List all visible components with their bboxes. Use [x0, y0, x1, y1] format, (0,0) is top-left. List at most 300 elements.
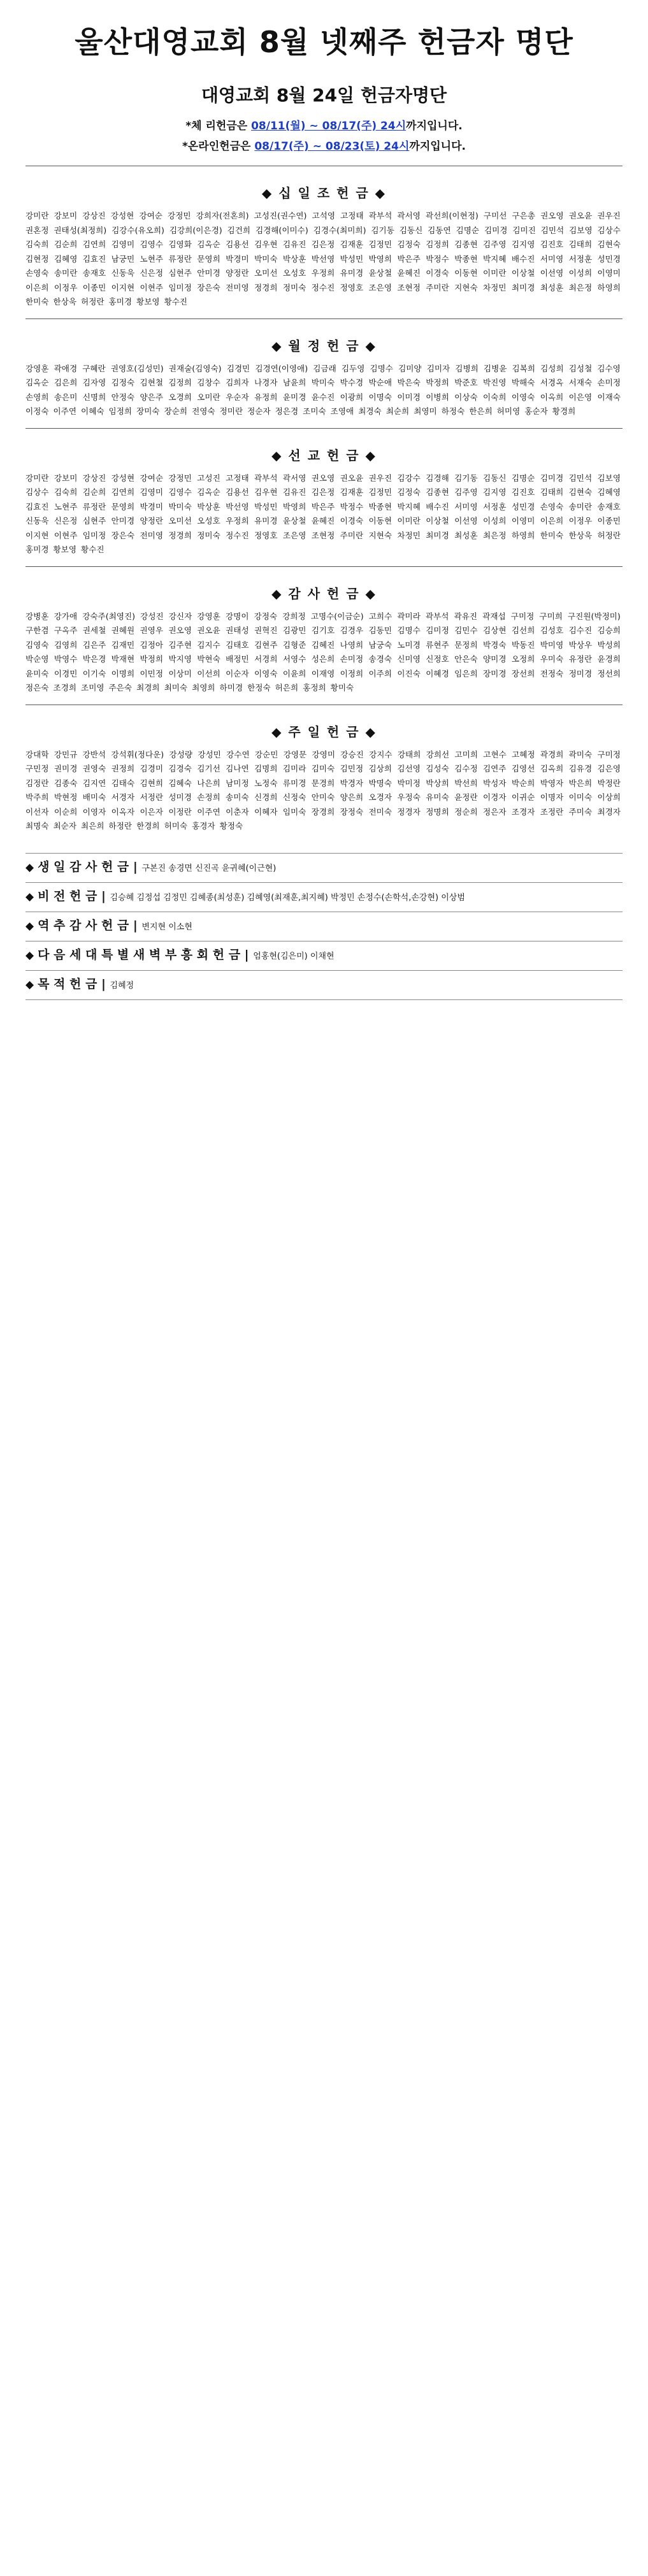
donor-name: 권우진: [368, 473, 392, 483]
donor-name: 김수진: [568, 626, 593, 635]
donor-name: 나영희: [340, 640, 364, 650]
donor-name: 우순자: [226, 392, 249, 402]
special-offering-row: ◆ 역 추 감 사 헌 금 | 변지현 이소현: [25, 912, 623, 941]
donor-name: 이선자: [25, 806, 49, 817]
donor-name: 권미경: [54, 764, 78, 773]
donor-name: 김진호: [511, 487, 535, 497]
donor-name: 강정숙: [254, 611, 278, 621]
donor-name: 김종현: [426, 487, 449, 497]
donor-name: 고희수: [368, 611, 392, 621]
donor-name: 이순희: [54, 806, 78, 817]
donor-name: 김옥순: [197, 240, 220, 249]
donor-name: 이민정: [140, 668, 163, 678]
donor-name: 심현주: [168, 268, 192, 278]
donor-name: 박주희: [25, 792, 49, 802]
donor-name: 이미숙: [568, 792, 593, 802]
donor-name: 주은숙: [108, 683, 133, 692]
donor-name: 하영희: [597, 282, 621, 292]
donor-name: 한상욱: [568, 530, 593, 540]
donor-name: 최순자: [53, 821, 77, 831]
donor-name: 이혜자: [254, 806, 278, 817]
donor-name: 김현정: [25, 254, 49, 264]
donor-name: 박경숙: [483, 640, 507, 650]
donor-name: 박상훈: [197, 501, 220, 512]
donor-name: 정미경: [568, 668, 593, 678]
donor-name: 김복희: [512, 363, 536, 373]
donor-name: 서정훈: [483, 501, 507, 512]
donor-name: 김명수: [397, 626, 421, 635]
donor-name: 김상현: [483, 626, 507, 635]
donor-name: 윤혜진: [311, 516, 335, 526]
donor-name: 권오윤: [568, 211, 593, 220]
donor-name: 김옥순: [25, 378, 49, 387]
donor-name: 지현숙: [368, 530, 392, 540]
donor-name: 김정희: [426, 240, 449, 249]
donor-name: 박은희: [568, 778, 593, 788]
donor-name: 김은희: [54, 378, 78, 387]
donor-name: 박정란: [597, 778, 621, 788]
donor-name: 허정란: [597, 530, 621, 540]
donor-name: 이정란: [168, 806, 192, 817]
donor-name: 정경희: [254, 282, 278, 292]
donor-name: 장정숙: [340, 806, 364, 817]
donor-name: 권재술(김영숙): [168, 363, 222, 373]
donor-name: 임미정: [82, 530, 106, 540]
donor-name: 조은영: [282, 530, 306, 540]
donor-name: 서영수: [282, 654, 306, 664]
donor-name: 심현주: [82, 516, 106, 526]
donor-name: 조경희: [53, 683, 77, 692]
donor-name: 강대학: [25, 749, 49, 759]
donor-name: 정경희: [168, 530, 192, 540]
donor-name: 김유진: [282, 487, 306, 497]
name-list: [25, 748, 623, 834]
donor-name: 이은희: [540, 516, 564, 526]
donor-name: 윤수진: [311, 392, 335, 402]
donor-name: 양미경: [483, 654, 507, 664]
donor-name: 윤상철: [282, 516, 306, 526]
donor-name: 강태희: [397, 749, 421, 759]
donor-name: 손정희: [197, 792, 220, 802]
offering-label: 생 일 감 사 헌 금: [38, 859, 129, 874]
donor-name: 송경숙: [368, 654, 392, 664]
donor-name: 오정희: [511, 654, 535, 664]
donor-name: 전정숙: [540, 668, 564, 678]
donor-name: 주미숙: [568, 806, 593, 817]
divider: [25, 318, 623, 319]
donor-name: 김성호: [540, 626, 564, 635]
donor-name: 김미숙: [311, 764, 335, 773]
donor-name: 권오영: [168, 626, 192, 635]
donor-name: 강여순: [140, 473, 163, 483]
donor-name: 송미란: [568, 501, 593, 512]
donor-name: 성민경: [511, 501, 535, 512]
donor-name: 이동현: [368, 516, 392, 526]
donor-name: 전미숙: [368, 806, 392, 817]
donor-name: 정수진: [226, 530, 249, 540]
section-title: ◆ 주 일 헌 금 ◆: [271, 724, 377, 740]
donor-name: 박선희: [454, 778, 478, 788]
donor-name: 조경자: [511, 806, 535, 817]
donor-name: 박순영: [25, 654, 49, 664]
offering-label: 목 적 헌 금: [38, 977, 97, 991]
donor-name: 서정훈: [568, 254, 593, 264]
donor-name: 김승희: [597, 626, 621, 635]
donor-name: 최미경: [511, 282, 535, 292]
donor-name: 고현수: [483, 749, 507, 759]
donor-name: 류미경: [282, 778, 306, 788]
donor-name: 강정민: [168, 211, 191, 220]
donor-name: 박현정: [54, 792, 78, 802]
donor-name: 이상철: [426, 516, 449, 526]
donor-name: 구옥주: [54, 626, 78, 635]
donor-name: 양은주: [140, 392, 163, 402]
donor-name: 김성숙: [426, 764, 449, 773]
donor-name: 오미선: [168, 516, 192, 526]
offering-label: 비 전 헌 금: [38, 889, 97, 903]
donor-name: 김영미: [140, 487, 163, 497]
donor-name: 문정희: [454, 640, 478, 650]
donor-name: 김동연: [428, 225, 451, 235]
donor-name: 김태희: [568, 240, 593, 249]
donor-name: 안은숙: [454, 654, 478, 664]
donor-name: 이영숙: [511, 392, 535, 402]
donor-name: 김순희: [82, 487, 106, 497]
donor-name: 양은희: [340, 792, 364, 802]
donor-name: 이은영: [568, 392, 593, 402]
donor-name: 이현주: [140, 282, 163, 292]
donor-name: 곽서영: [397, 211, 421, 220]
donor-name: 홍경자: [192, 821, 215, 831]
donor-name: 정미란: [219, 406, 243, 416]
donor-name: 김병윤: [483, 363, 507, 373]
donor-name: 강성현: [111, 473, 135, 483]
donor-name: 김효진: [82, 254, 106, 264]
donor-name: 김영수: [140, 240, 163, 249]
donor-name: 강민규: [54, 749, 78, 759]
donor-name: 박영수: [54, 654, 78, 664]
donor-name: 김지수: [197, 640, 220, 650]
donor-name: 이선영: [540, 268, 564, 278]
section-tithe: [25, 183, 623, 310]
donor-name: 한미숙: [540, 530, 564, 540]
donor-name: 김주영: [483, 240, 507, 249]
donor-name: 차정민: [483, 282, 507, 292]
donor-name: 이진숙: [397, 668, 421, 678]
donor-name: 이명희: [111, 668, 135, 678]
donor-name: 하정란: [108, 821, 133, 831]
donor-name: 이병희: [426, 392, 449, 402]
donor-name: 장선희: [511, 668, 535, 678]
donor-name: 박은경: [82, 654, 106, 664]
donor-name: 허정란: [81, 297, 104, 306]
donor-name: 오성호: [282, 268, 306, 278]
donor-name: 강희정: [282, 611, 306, 621]
donor-name: 강영미: [312, 749, 335, 759]
notice-line: [25, 136, 623, 157]
donor-name: 신명희: [82, 392, 106, 402]
donor-name: 강성진: [140, 611, 164, 621]
donor-name: 곽부석: [425, 611, 449, 621]
donor-name: 성민경: [597, 254, 621, 264]
donor-name: 이경민: [54, 668, 78, 678]
donor-name: 이재영: [311, 668, 335, 678]
donor-name: 조영애: [330, 406, 354, 416]
donor-name: 김민수: [454, 626, 478, 635]
donor-name: 황미숙: [330, 683, 354, 692]
donor-name: 고혜정: [512, 749, 535, 759]
donor-name: 강성량: [169, 749, 193, 759]
donor-name: 박경미: [140, 501, 163, 512]
donor-name: 윤혜진: [397, 268, 421, 278]
donor-name: 손미정: [340, 654, 364, 664]
donor-name: 유정희: [254, 392, 278, 402]
donor-name: 하영희: [511, 530, 535, 540]
donor-name: 김영화: [168, 240, 192, 249]
notice-block: [25, 116, 623, 157]
donor-name: 송재호: [82, 268, 106, 278]
donor-name: 김경연(이영애): [255, 363, 308, 373]
donor-name: 최영희: [192, 683, 215, 692]
notice-suffix: 까지입니다.: [406, 120, 463, 132]
donor-name: 김현숙: [568, 487, 593, 497]
donor-name: 서미영: [540, 254, 564, 264]
donor-name: 권정희: [111, 764, 135, 773]
donor-name: 김태숙: [111, 778, 135, 788]
section-title: ◆ 선 교 헌 금 ◆: [271, 447, 377, 463]
donor-name: 남궁민: [111, 254, 135, 264]
offering-label: 역 추 감 사 헌 금: [38, 918, 129, 933]
donor-name: 이성희: [568, 268, 593, 278]
donor-name: 박지영: [168, 654, 192, 664]
donor-name: 김강수(유오희): [112, 225, 164, 235]
donor-name: 손영숙: [25, 268, 49, 278]
donor-name: 한정숙: [247, 683, 271, 692]
donor-name: 문영희: [197, 254, 220, 264]
donor-name: 김민석: [568, 473, 593, 483]
donor-name: 곽재섭: [482, 611, 506, 621]
donor-name: 임미숙: [282, 806, 306, 817]
donor-name: 권오영: [540, 211, 564, 220]
donor-name: 구미희: [539, 611, 563, 621]
donor-name: 노정숙: [254, 778, 278, 788]
donor-name: 이정숙: [25, 406, 49, 416]
donor-name: 이동현: [454, 268, 478, 278]
donor-name: 김현희: [140, 778, 163, 788]
donor-name: 정은자: [483, 806, 507, 817]
donor-name: 이혜숙: [81, 406, 104, 416]
donor-name: 김태호: [226, 640, 249, 650]
offering-donors: 엄홍현(김은미) 이채현: [253, 951, 335, 961]
donor-name: 송미란: [54, 268, 78, 278]
donor-name: 이미경: [397, 392, 421, 402]
donor-name: 윤정란: [454, 792, 478, 802]
donor-name: 한상욱: [53, 297, 77, 306]
donor-name: 김상수: [597, 225, 621, 235]
section-mission: [25, 445, 623, 557]
donor-name: 박명숙: [368, 778, 392, 788]
donor-name: 고명수(이금순): [310, 611, 364, 621]
donor-name: 김명순: [456, 225, 480, 235]
donor-name: 윤미숙: [25, 668, 49, 678]
name-list: [25, 362, 623, 419]
donor-name: 박준호: [454, 378, 478, 387]
donor-name: 이경숙: [426, 268, 449, 278]
donor-name: 박수경: [340, 378, 364, 387]
donor-name: 권오영: [311, 473, 335, 483]
donor-name: 손영숙: [540, 501, 564, 512]
donor-name: 전미영: [140, 530, 163, 540]
donor-name: 최경숙: [358, 406, 382, 416]
donor-name: 김미정: [426, 626, 449, 635]
donor-name: 김강희(이은경): [169, 225, 222, 235]
donor-name: 김기동: [371, 225, 394, 235]
donor-name: 박순애: [368, 378, 392, 387]
donor-name: 정명희: [426, 806, 449, 817]
donor-name: 박지혜: [397, 501, 421, 512]
donor-name: 곽서영: [282, 473, 306, 483]
section-title: ◆ 월 정 헌 금 ◆: [271, 338, 377, 354]
donor-name: 유정란: [568, 654, 593, 664]
donor-name: 황수진: [164, 297, 188, 306]
donor-name: 최영미: [414, 406, 437, 416]
donor-name: 강여순: [139, 211, 162, 220]
donor-name: 박정희: [426, 378, 449, 387]
donor-name: 박미숙: [311, 378, 335, 387]
donor-name: 이정우: [54, 282, 78, 292]
donor-name: 유미경: [340, 268, 364, 278]
donor-name: 이주연: [53, 406, 77, 416]
donor-name: 이윤희: [282, 668, 306, 678]
donor-name: 최경희: [136, 683, 160, 692]
diamond-icon: ◆: [25, 890, 34, 903]
donor-name: 김수정: [454, 764, 478, 773]
donor-name: 김혜진: [311, 640, 335, 650]
donor-name: 곽부석: [368, 211, 392, 220]
donor-name: 최은정: [483, 530, 507, 540]
donor-name: 이은자: [140, 806, 163, 817]
donor-name: 김형준: [282, 640, 306, 650]
donor-name: 강희선: [426, 749, 450, 759]
donor-name: 남궁숙: [368, 640, 392, 650]
donor-name: 강반석: [82, 749, 106, 759]
offering-donors: 김승혜 김정섭 김정민 김혜종(최성훈) 김혜영(최재훈,최지혜) 박정민 손정수(손학석,손강현) 이상범: [110, 892, 465, 903]
donor-name: 윤상철: [368, 268, 392, 278]
donor-name: 유미경: [254, 516, 278, 526]
donor-name: 김미경: [484, 225, 508, 235]
donor-name: 박선영: [311, 254, 335, 264]
donor-name: 구미정: [597, 749, 621, 759]
donor-name: 이주연: [197, 806, 220, 817]
donor-name: 김재훈: [340, 240, 364, 249]
donor-name: 강정민: [168, 473, 192, 483]
donor-name: 권오윤: [197, 626, 220, 635]
donor-name: 장경희: [311, 806, 335, 817]
donor-name: 박정수: [426, 254, 449, 264]
donor-name: 김병희: [455, 363, 479, 373]
donor-name: 김은영: [597, 764, 621, 773]
offering-donors: 변지현 이소현: [141, 922, 192, 932]
donor-name: 오성호: [197, 516, 220, 526]
donor-name: 강미란: [25, 473, 49, 483]
donor-name: 강수연: [226, 749, 250, 759]
donor-name: 안미경: [197, 268, 220, 278]
donor-name: 서정란: [140, 792, 163, 802]
donor-name: 김상수: [25, 487, 49, 497]
donor-name: 권오윤: [340, 473, 364, 483]
donor-name: 김보영: [569, 225, 593, 235]
donor-name: 문영희: [111, 501, 135, 512]
donor-name: 구한겸: [25, 626, 49, 635]
donor-name: 구진원(박정미): [568, 611, 621, 621]
donor-name: 주미란: [426, 282, 449, 292]
donor-name: 박종현: [454, 254, 478, 264]
donor-name: 박정수: [340, 501, 364, 512]
donor-name: 김영수: [168, 487, 192, 497]
donor-name: 곽미숙: [568, 749, 593, 759]
donor-name: 김유경: [568, 764, 593, 773]
donor-name: 배수진: [511, 254, 535, 264]
donor-name: 김동신: [483, 473, 507, 483]
donor-name: 김현철: [140, 378, 163, 387]
donor-name: 서재숙: [568, 378, 593, 387]
donor-name: 성은희: [311, 654, 335, 664]
donor-name: 권태성: [226, 626, 249, 635]
donor-name: 안미숙: [311, 792, 335, 802]
donor-name: 서경옥: [540, 378, 564, 387]
donor-name: 김수영: [597, 363, 621, 373]
donor-name: 김진호: [540, 240, 564, 249]
offering-donors: 구본진 송경면 신진곡 윤귀혜(이근현): [141, 863, 277, 873]
donor-name: 안정숙: [111, 392, 135, 402]
donor-name: 이영숙: [254, 668, 278, 678]
section-title: ◆ 감 사 헌 금 ◆: [271, 585, 377, 601]
donor-name: 이순자: [226, 668, 249, 678]
donor-name: 이정우: [568, 516, 593, 526]
donor-name: 권영호(김성민): [110, 363, 164, 373]
donor-name: 신동욱: [111, 268, 135, 278]
donor-name: 최은정: [568, 282, 593, 292]
donor-name: 김정민: [368, 487, 392, 497]
diamond-icon: ◆: [25, 919, 34, 933]
donor-name: 박선영: [226, 501, 249, 512]
donor-name: 전미영: [226, 282, 249, 292]
donor-name: 김연희: [82, 240, 106, 249]
donor-name: 김보영: [597, 473, 621, 483]
donor-name: 이정희: [340, 668, 364, 678]
donor-name: 서경자: [111, 792, 135, 802]
donor-name: 박미정: [397, 778, 421, 788]
donor-name: 황보영: [53, 545, 77, 554]
donor-name: 허은희: [275, 683, 299, 692]
donor-name: 강보미: [54, 473, 78, 483]
donor-name: 이기숙: [82, 668, 106, 678]
donor-name: 김기동: [454, 473, 478, 483]
donor-name: 강승진: [340, 749, 364, 759]
donor-name: 강상진: [82, 211, 106, 220]
donor-name: 김태희: [540, 487, 564, 497]
donor-name: 고정태: [226, 473, 249, 483]
donor-name: 송미숙: [226, 792, 249, 802]
name-list: [25, 209, 623, 310]
donor-name: 배미숙: [82, 792, 106, 802]
donor-name: 김지영: [511, 240, 535, 249]
offering-donors: 김혜정: [110, 980, 134, 991]
donor-name: 강영훈: [25, 363, 49, 373]
donor-name: 김종숙: [54, 778, 78, 788]
donor-name: 송재호: [597, 501, 621, 512]
donor-name: 정순희: [454, 806, 478, 817]
